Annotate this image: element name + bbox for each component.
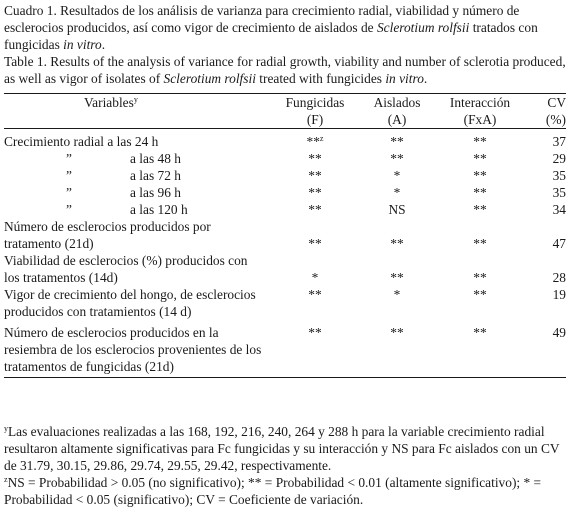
row-fxa: ** (473, 287, 487, 302)
row-cv: 47 (552, 236, 566, 251)
table-header-row (4, 94, 566, 129)
header-interaccion: Interacción (FxA) (449, 95, 511, 127)
row-f: ** (308, 151, 322, 166)
row-variable: Viabilidad de esclerocios (%) producidos con los tratamentos (14d) (4, 253, 248, 285)
row-fxa: ** (473, 151, 487, 166)
row-cv: 35 (552, 185, 566, 200)
row-variable: ” a las 120 h (4, 201, 274, 218)
caption-es-species: Sclerotium rolfsii (376, 20, 470, 35)
anova-table (4, 93, 566, 378)
row-variable: Crecimiento radial a las 24 h (4, 134, 159, 149)
header-cv: CV (%) (545, 95, 566, 127)
table-row (4, 252, 566, 286)
row-variable: ” a las 96 h (4, 184, 274, 201)
row-f: ** (308, 325, 322, 340)
row-cv: 29 (552, 151, 566, 166)
table-row (4, 167, 566, 184)
header-aislados: Aislados (A) (373, 95, 421, 127)
table-row (4, 129, 566, 151)
row-fxa: ** (473, 134, 487, 149)
caption-es-invitro: in vitro (63, 37, 102, 52)
row-f: ** (308, 168, 322, 183)
row-f: ** (308, 287, 322, 302)
caption-en-invitro: in vitro (385, 71, 424, 86)
row-f: ** (308, 185, 322, 200)
ditto-mark: ” (66, 168, 72, 183)
header-variables: Variables$^y$ (84, 95, 138, 110)
caption-spanish (4, 2, 566, 53)
row-a: ** (390, 151, 404, 166)
table-row (4, 324, 566, 378)
caption-es-end: . (101, 37, 106, 52)
table-footnotes (4, 423, 566, 508)
row-variable: Número de esclerocios producidos por tratamento (21d) (4, 219, 211, 251)
caption-es-text: Cuadro 1. Resultados de los análisis de varianza para crecimiento radial, viabilidad y número de esclerocios producidos, así como vigor de crecimiento de aislados de (4, 3, 520, 35)
row-a: ** (390, 325, 404, 340)
caption-en-middle: treated with fungicides (255, 71, 386, 86)
row-variable: Vigor de crecimiento del hongo, de esclerocios producidos con tratamientos (14 d) (4, 287, 256, 319)
table-row (4, 150, 566, 167)
row-a: ** (390, 236, 404, 251)
row-a: ** (390, 270, 404, 285)
caption-en-end: . (423, 71, 428, 86)
row-variable: ” a las 48 h (4, 150, 274, 167)
table-caption (4, 2, 566, 87)
row-a: ** (390, 134, 404, 149)
table-row (4, 218, 566, 252)
row-fxa: ** (473, 236, 487, 251)
table-row (4, 201, 566, 218)
row-a: * (393, 287, 401, 302)
header-fungicidas: Fungicidas (F) (285, 95, 345, 127)
row-fxa: ** (473, 270, 487, 285)
ditto-mark: ” (66, 151, 72, 166)
row-fxa: ** (473, 325, 487, 340)
row-f: * (311, 270, 319, 285)
row-cv: 28 (552, 270, 566, 285)
caption-english (4, 53, 566, 87)
row-a: * (393, 185, 401, 200)
row-cv: 19 (552, 287, 566, 302)
ditto-mark: ” (66, 185, 72, 200)
row-cv: 34 (552, 202, 566, 217)
row-f: **$^z$ (306, 134, 324, 149)
footnote-z: $^z$NS = Probabilidad > 0.05 (no significativo); ** = Probabilidad < 0.01 (altamente significativo); * = Probabilidad < 0.05 (significativo); CV = Coeficiente de variación. (4, 475, 542, 507)
row-f: ** (308, 236, 322, 251)
row-fxa: ** (473, 202, 487, 217)
table-row (4, 286, 566, 324)
table-row (4, 184, 566, 201)
row-variable: ” a las 72 h (4, 167, 274, 184)
caption-en-species: Sclerotium rolfsii (163, 71, 256, 86)
row-variable: Número de esclerocios producidos en la resiembra de los esclerocios provenientes de los tratamentos de fungicidas (21d) (4, 325, 262, 374)
caption-en-text: Table 1. Results of the analysis of variance for radial growth, viability and number of sclerotia produced, as well as vigor of isolates of (4, 54, 566, 86)
row-fxa: ** (473, 168, 487, 183)
row-cv: 49 (552, 325, 566, 340)
row-a: * (393, 168, 401, 183)
ditto-mark: ” (66, 202, 72, 217)
row-a: NS (388, 202, 406, 217)
row-cv: 35 (552, 168, 566, 183)
footnote-y: $^y$Las evaluaciones realizadas a las 168, 192, 216, 240, 264 y 288 h para la variable crecimiento radial resultaron altamente significativas para Fc fungicidas y su interacción y NS para Fc aislados con un CV de 31.79, 30.15, 29.86, 29.74, 29.55, 29.42, respectivamente. (4, 424, 560, 473)
caption-es-middle: tratados con fungicidas (4, 20, 538, 52)
row-f: ** (308, 202, 322, 217)
row-fxa: ** (473, 185, 487, 200)
row-cv: 37 (552, 134, 566, 149)
